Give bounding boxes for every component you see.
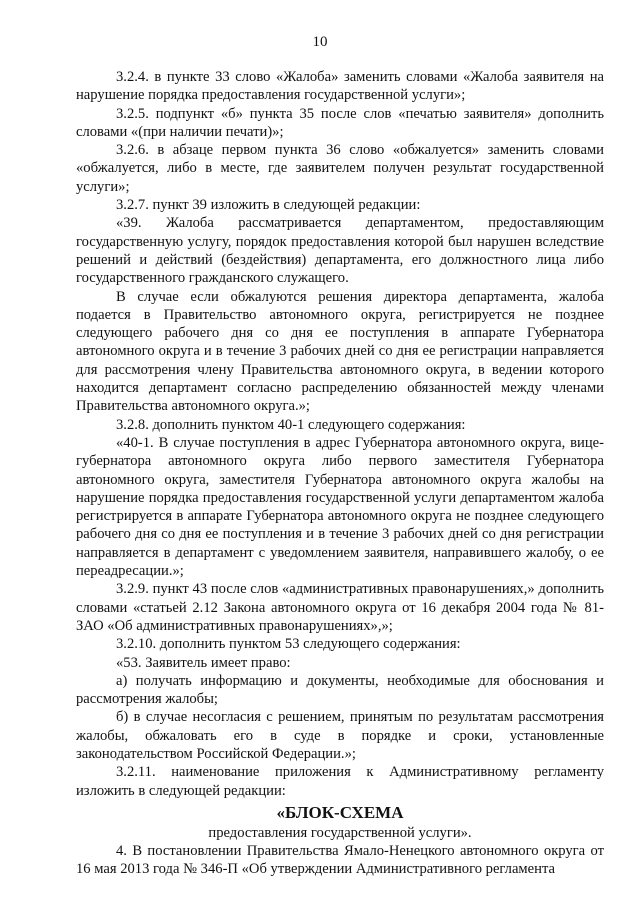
page-number: 10 — [312, 34, 328, 50]
paragraph-3-2-5: 3.2.5. подпункт «б» пункта 35 после слов «печатью заявителя» дополнить словами «(при наличии печати)»; — [76, 105, 604, 140]
paragraph-3-2-8: 3.2.8. дополнить пунктом 40-1 следующего содержания: — [116, 416, 466, 433]
paragraph-item-39-part-2: В случае если обжалуются решения директора департамента, жалоба подается в Правительство автономного округа, регистрируется не позднее следующего рабочего дня со дня ее поступления в аппарате Губернатора автономного округа и в течение 3 рабочих дней со дня ее регистрации направляется для рассмотрения члену Правительства автономного округа, в ведении которого находится департамент согласно распределению обязанностей между членами Правительства автономного округа.»; — [76, 288, 604, 415]
paragraph-item-39: «39. Жалоба рассматривается департаментом, предоставляющим государственную услугу, порядок предоставления которой был нарушен вследствие решений и действий (бездействия) департамента, его должностного лица либо государственного гражданского служащего. — [76, 215, 604, 287]
paragraph-item-53: «53. Заявитель имеет право: — [116, 654, 291, 671]
paragraph-3-2-6: 3.2.6. в абзаце первом пункта 36 слово «обжалуется» заменить словами «обжалуется, либо в месте, где заявителем получен результат государственной услуги»; — [76, 142, 604, 195]
paragraph-item-40-1: «40-1. В случае поступления в адрес Губернатора автономного округа, вице-губернатора автономного округа либо первого заместителя Губернатора автономного округа, заместителя Губернатора автономного округа жалобы на нарушение порядка предоставления государственной услуги департаментом жалоба регистрируется в аппарате Губернатора автономного округа не позднее следующего рабочего дня со дня ее поступления и в течение 3 рабочих дней со дня регистрации направляется в департамент с уведомлением заявителя, направившего жалобу, о ее переадресации.»; — [76, 434, 604, 580]
block-scheme-subheading: предоставления государственной услуги». — [208, 824, 472, 841]
paragraph-item-53-a: а) получать информацию и документы, необходимые для обоснования и рассмотрения жалобы; — [76, 672, 604, 708]
paragraph-3-2-10: 3.2.10. дополнить пунктом 53 следующего содержания: — [116, 636, 461, 653]
block-scheme-heading: «БЛОК-СХЕМА — [276, 802, 404, 822]
paragraph-4: 4. В постановлении Правительства Ямало-Ненецкого автономного округа от 16 мая 2013 года № 346-П «Об утверждении Административного регламента — [76, 843, 604, 878]
paragraph-item-53-b: б) в случае несогласия с решением, принятым по результатам рассмотрения жалобы, обжаловать его в суде в порядке и сроки, установленные законодательством Российской Федерации.»; — [76, 709, 604, 762]
paragraph-3-2-11: 3.2.11. наименование приложения к Административному регламенту изложить в следующей редакции: — [76, 764, 604, 799]
paragraph-3-2-9: 3.2.9. пункт 43 после слов «административных правонарушениях,» дополнить словами «статьей 2.12 Закона автономного округа от 16 декабря 2004 года № 81-ЗАО «Об административных правонарушениях»,»; — [76, 581, 604, 634]
document-body — [76, 68, 604, 879]
paragraph-3-2-4: 3.2.4. в пункте 33 слово «Жалоба» заменить словами «Жалоба заявителя на нарушение порядка предоставления государственной услуги»; — [76, 69, 604, 104]
paragraph-3-2-7: 3.2.7. пункт 39 изложить в следующей редакции: — [116, 197, 421, 214]
